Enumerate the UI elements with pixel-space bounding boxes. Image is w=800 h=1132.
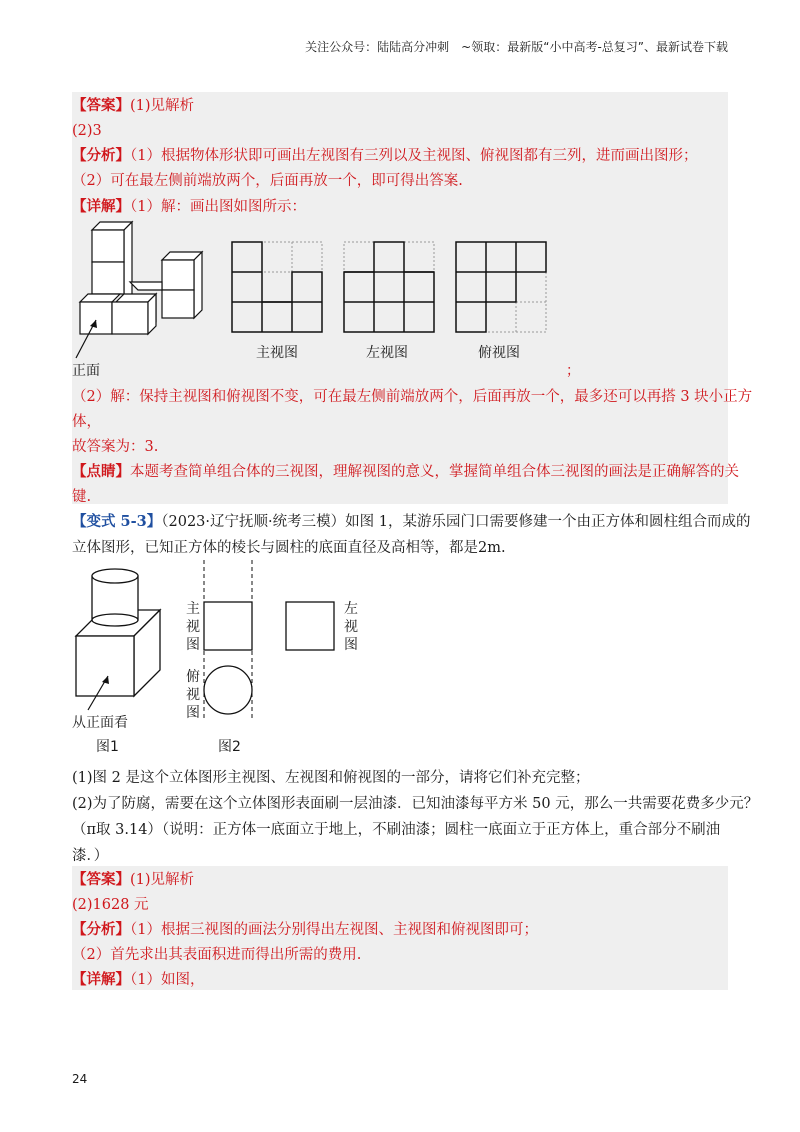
- detail-line-2: [72, 970, 728, 990]
- answer-line: [72, 96, 728, 116]
- question-1: (1)图 2 是这个立体图形主视图、左视图和俯视图的一部分，请将它们补充完整；: [72, 770, 590, 786]
- analysis-2-part2: （2）首先求出其表面积进而得出所需的费用.: [72, 947, 362, 963]
- detail-line: [72, 197, 728, 217]
- top-view-grid: [456, 242, 546, 332]
- page-number: 24: [72, 1072, 88, 1086]
- answer-text-2: (1)见解析: [130, 872, 195, 888]
- comment-text-b: 键.: [72, 489, 92, 505]
- variant-intro: [72, 512, 751, 532]
- analysis-text-2: （1）根据三视图的画法分别得出左视图、主视图和俯视图即可；: [130, 922, 538, 938]
- fig1-note: 从正面看: [72, 715, 128, 731]
- main-view-label: 主视图: [256, 345, 298, 361]
- cube-cylinder: [76, 569, 160, 696]
- detail-text-2: （1）如图，: [130, 972, 205, 988]
- comment-line: [72, 462, 739, 482]
- question-2b: （π取 3.14）（说明：正方体一底面立于地上，不刷油漆；圆柱一底面立于正方体上，重合部分不刷油: [72, 822, 721, 838]
- fig2-views: [204, 560, 334, 720]
- answer-2-part2: (2)1628 元: [72, 897, 149, 913]
- analysis-line-2: [72, 920, 728, 940]
- detail-tag: 【详解】: [72, 198, 130, 215]
- answer-part2: (2)3: [72, 123, 102, 139]
- detail-part2-a: （2）解：保持主视图和俯视图不变，可在最左侧前端放两个，后面再放一个，最多还可以再搭 3 块小正方: [72, 389, 753, 405]
- detail-tag-2: 【详解】: [72, 971, 130, 988]
- detail-part2-b: 体，: [72, 414, 101, 430]
- analysis-line: [72, 146, 728, 166]
- analysis-tag: 【分析】: [72, 147, 130, 164]
- figure-semicolon: ；: [566, 363, 580, 379]
- answer-tag-2: 【答案】: [72, 871, 130, 888]
- left-view-label: 左视图: [366, 345, 408, 361]
- answer-text: (1)见解析: [130, 98, 195, 114]
- fig2-top-label: 俯 视 图: [186, 669, 200, 721]
- analysis-text: （1）根据物体形状即可画出左视图有三列以及主视图、俯视图都有三列，进而画出图形；: [130, 148, 698, 164]
- variant-tag: 【变式 5-3】: [72, 513, 162, 530]
- variant-intro-text: （2023·辽宁抚顺·统考三模）如图 1，某游乐园门口需要修建一个由正方体和圆柱组合而成的: [161, 514, 751, 530]
- fig2-label: 图2: [218, 739, 241, 755]
- comment-tag: 【点睛】: [72, 463, 130, 480]
- fig1-label: 图1: [96, 739, 119, 755]
- fig2-left-label: 左 视 图: [344, 601, 358, 653]
- page-header: 关注公众号：陆陆高分冲刺 ~领取：最新版“小中高考-总复习”、最新试卷下载: [305, 40, 728, 54]
- answer-line-2: [72, 870, 728, 890]
- question-2a: (2)为了防腐，需要在这个立体图形表面刷一层油漆．已知油漆每平方米 50 元，那么一共需要花费多少元？: [72, 796, 759, 812]
- main-view-grid: [232, 242, 322, 332]
- comment-text: 本题考查简单组合体的三视图，理解视图的意义，掌握简单组合体三视图的画法是正确解答的关: [130, 464, 739, 480]
- cube-stack: [80, 222, 202, 334]
- variant-intro-b: 立体图形，已知正方体的棱长与圆柱的底面直径及高相等，都是2m.: [72, 540, 506, 556]
- conclusion: 故答案为：3.: [72, 439, 159, 455]
- left-view-grid: [344, 242, 434, 332]
- detail-text: （1）解：画出图如图所示：: [130, 199, 306, 215]
- analysis-part2: （2）可在最左侧前端放两个，后面再放一个，即可得出答案.: [72, 173, 463, 189]
- fig2-main-label: 主 视 图: [186, 601, 200, 653]
- front-label: 正面: [72, 363, 100, 379]
- question-2c: 漆．）: [72, 848, 109, 864]
- answer-tag: 【答案】: [72, 97, 130, 114]
- analysis-tag-2: 【分析】: [72, 921, 130, 938]
- top-view-label: 俯视图: [478, 345, 520, 361]
